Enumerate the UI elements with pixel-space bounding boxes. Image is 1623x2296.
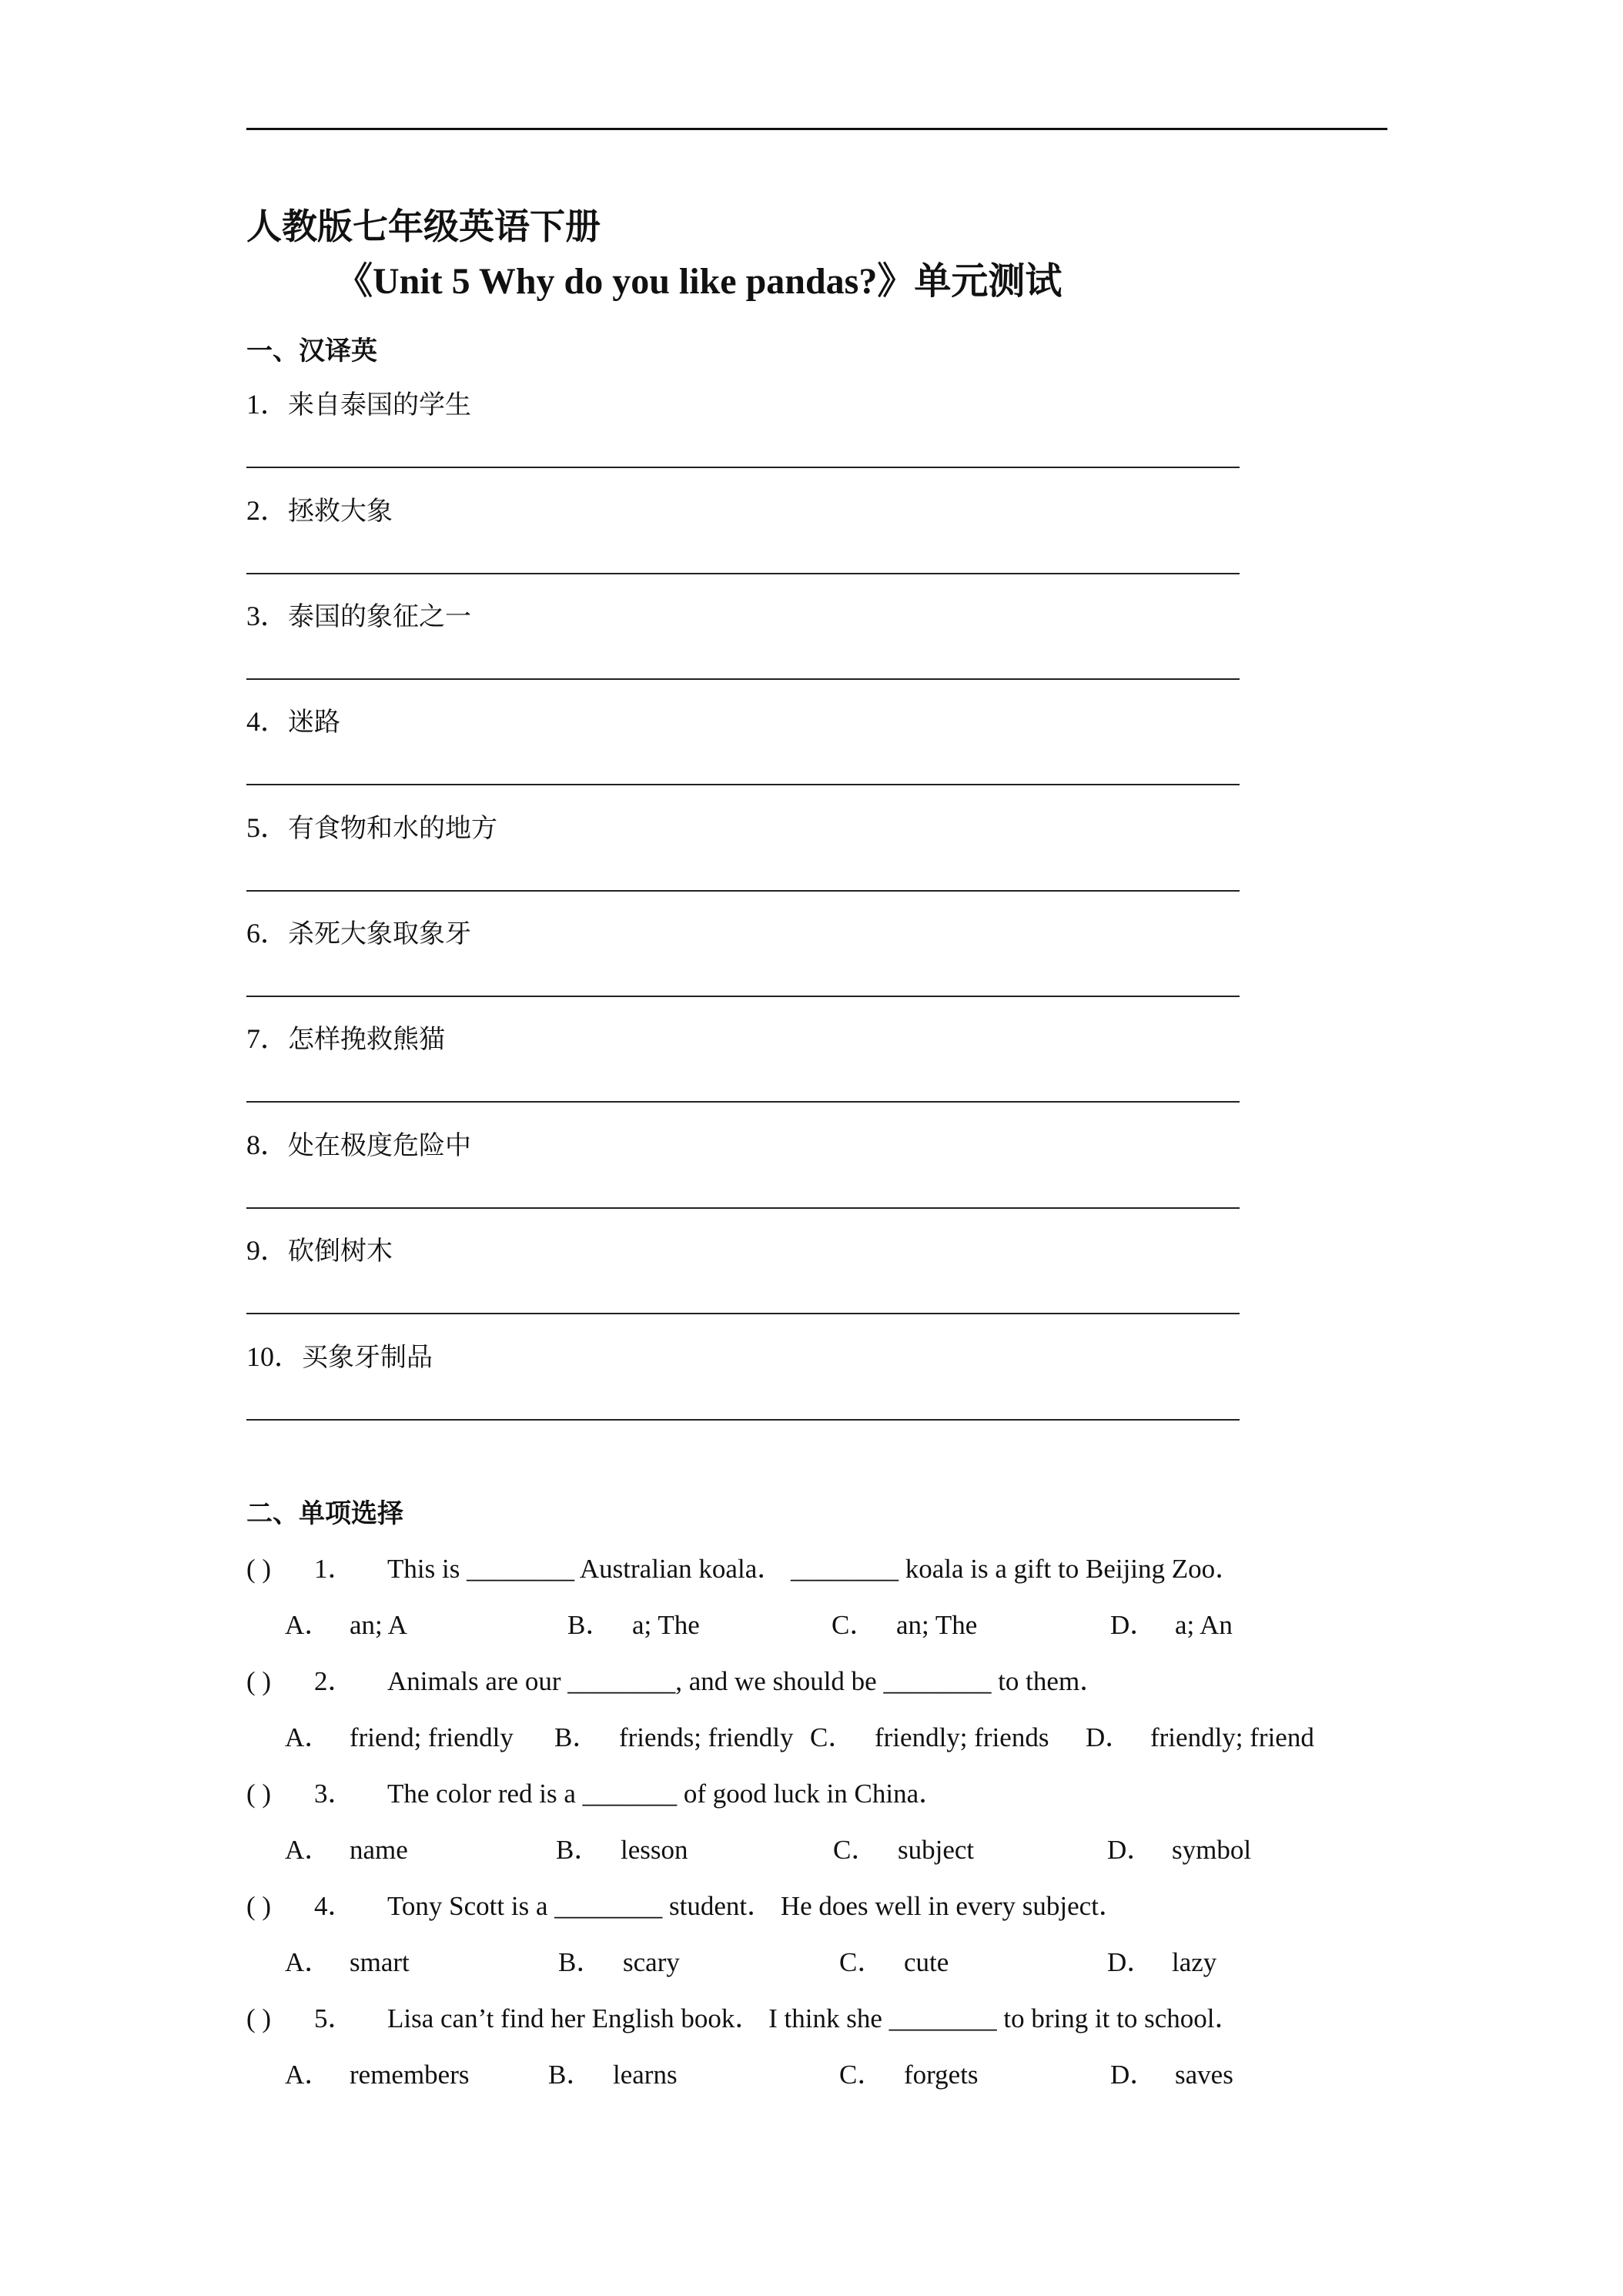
item-text: 拯救大象 [288,496,393,527]
question-stem [246,1771,1386,1827]
answer-line[interactable] [246,784,1240,785]
item-number: 1． [246,389,289,420]
item-text: 处在极度危险中 [288,1130,472,1161]
multiple-choice-list [246,1546,1386,2108]
item-number: 5． [246,812,289,843]
item-text: 来自泰国的学生 [288,390,472,420]
translation-prompt [246,1018,445,1060]
translation-prompt [246,595,471,638]
item-text: 有食物和水的地方 [288,813,498,844]
translation-item [246,1336,1240,1442]
option-b[interactable]: B． scary [558,1947,680,1977]
option-d[interactable]: D． lazy [1107,1947,1217,1977]
option-c[interactable]: C． forgets [839,2060,979,2090]
translation-prompt [246,1230,393,1272]
item-text: 杀死大象取象牙 [288,919,472,949]
option-d[interactable]: D． symbol [1107,1835,1252,1865]
question-text: The color red is a _______ of good luck in China． [387,1779,946,1809]
item-text: 迷路 [288,707,341,738]
question-number: 3． [314,1779,355,1809]
option-a[interactable]: A． remembers [285,2060,470,2090]
item-number: 10． [246,1341,303,1372]
option-b[interactable]: B． learns [548,2060,678,2090]
question-text: Animals are our ________, and we should be ________ to them． [387,1666,1107,1696]
question-number: 2． [314,1666,355,1696]
translation-item [246,383,1240,490]
question-stem [246,1658,1386,1715]
translation-item [246,490,1240,596]
item-text: 泰国的象征之一 [288,601,472,632]
translation-item [246,1230,1240,1336]
answer-blank[interactable]: ( ) [246,1891,272,1921]
question-text: Lisa can’t find her English book． I think she ________ to bring it to school． [387,2003,1242,2033]
document-title: 人教版七年级英语下册 [246,206,601,247]
item-number: 4． [246,706,289,737]
answer-blank[interactable]: ( ) [246,1666,272,1696]
item-text: 怎样挽救熊猫 [288,1024,446,1055]
translation-prompt [246,807,497,849]
answer-line[interactable] [246,890,1240,892]
option-b[interactable]: B． a; The [567,1610,700,1640]
answer-blank[interactable]: ( ) [246,1779,272,1809]
question-number: 1． [314,1554,355,1584]
option-c[interactable]: C． subject [833,1835,975,1865]
options-row [246,1715,1386,1771]
option-a[interactable]: A． smart [285,1947,410,1977]
section-heading-multiple-choice: 二、单项选择 [246,1498,403,1529]
option-a[interactable]: A． an; A [285,1610,407,1640]
item-number: 3． [246,601,289,631]
answer-line[interactable] [246,996,1240,997]
translation-prompt [246,701,340,743]
answer-line[interactable] [246,1313,1240,1314]
answer-line[interactable] [246,573,1240,574]
option-d[interactable]: D． saves [1110,2060,1233,2090]
options-row [246,1940,1386,1996]
translation-item [246,912,1240,1019]
item-number: 2． [246,495,289,526]
section-heading-translation: 一、汉译英 [246,336,377,366]
answer-line[interactable] [246,1101,1240,1103]
translation-prompt [246,383,471,426]
options-row [246,1602,1386,1658]
option-c[interactable]: C． an; The [832,1610,978,1640]
answer-blank[interactable]: ( ) [246,1554,272,1584]
item-number: 9． [246,1235,289,1266]
option-a[interactable]: A． friend; friendly [285,1722,514,1752]
item-text: 砍倒树木 [288,1236,393,1267]
header-rule [246,128,1387,130]
question-stem [246,1546,1386,1602]
item-number: 7． [246,1023,289,1054]
question-text: Tony Scott is a ________ student． He does well in every subject． [387,1891,1126,1921]
option-d[interactable]: D． a; An [1110,1610,1233,1640]
item-number: 6． [246,918,289,949]
translation-item [246,1018,1240,1124]
translation-prompt [246,1336,433,1378]
option-b[interactable]: B． lesson [556,1835,688,1865]
question-stem [246,1996,1386,2052]
document-subtitle: 《Unit 5 Why do you like pandas?》单元测试 [336,261,1062,302]
options-row [246,1827,1386,1883]
question-number: 5． [314,2003,355,2033]
option-c[interactable]: C． cute [839,1947,949,1977]
question-number: 4． [314,1891,355,1921]
options-row [246,2052,1386,2108]
item-text: 买象牙制品 [302,1342,433,1373]
translation-prompt [246,912,471,955]
answer-line[interactable] [246,1419,1240,1421]
translation-prompt [246,490,393,532]
answer-blank[interactable]: ( ) [246,2003,272,2033]
question-stem [246,1883,1386,1940]
option-b[interactable]: B． friends; friendly [554,1722,794,1752]
answer-line[interactable] [246,467,1240,468]
item-number: 8． [246,1130,289,1160]
option-a[interactable]: A． name [285,1835,408,1865]
translation-item [246,701,1240,807]
answer-line[interactable] [246,1207,1240,1209]
option-d[interactable]: D． friendly; friend [1086,1722,1314,1752]
translation-item [246,1124,1240,1230]
translation-item [246,595,1240,701]
translation-prompt [246,1124,471,1166]
question-text: This is ________ Australian koala． ________ koala is a gift to Beijing Zoo． [387,1554,1243,1584]
answer-line[interactable] [246,678,1240,680]
option-c[interactable]: C． friendly; friends [810,1722,1049,1752]
translation-item [246,807,1240,913]
